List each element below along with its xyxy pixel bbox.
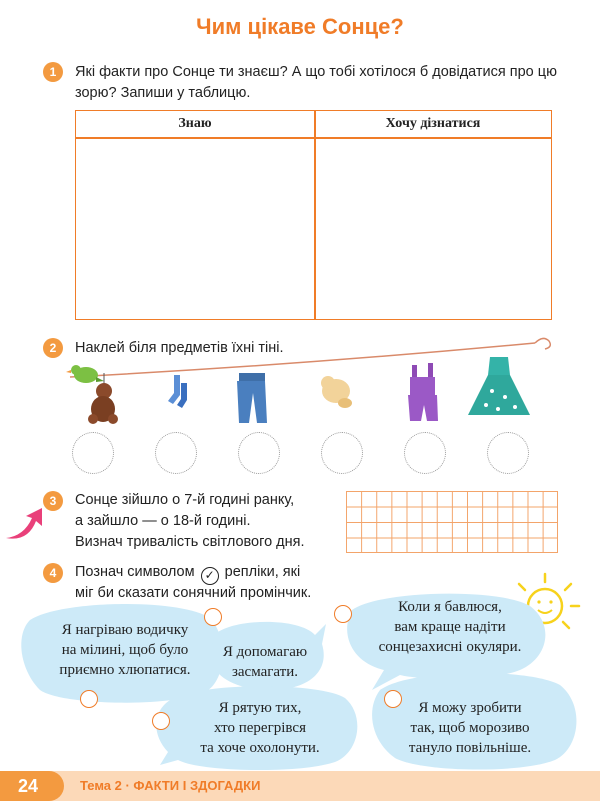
task-1-text: Які факти про Сонце ти знаєш? А що тобі хотілося б довідатися про цю зорю? Запиши у таблицю. — [75, 64, 557, 101]
task-number-4: 4 — [43, 563, 63, 583]
task-3-line-2: а зайшло — о 18-й годині. — [75, 513, 251, 529]
socks-icon — [168, 375, 187, 408]
bubble-1-text: Я нагріваю водичку на мілині, щоб було приємно хлюпатися. — [59, 622, 191, 678]
overalls-icon — [408, 363, 438, 421]
pink-arrow-icon — [2, 506, 48, 544]
page-title: Чим цікаве Сонце? — [196, 14, 404, 39]
shadow-sticker-spot[interactable] — [155, 432, 197, 474]
shadow-sticker-spot[interactable] — [404, 432, 446, 474]
toy-duck-icon — [321, 376, 352, 408]
table-header-want-to-know: Хочу дізнатися — [385, 116, 481, 131]
answer-checkbox-1[interactable] — [80, 690, 98, 708]
task-number-3: 3 — [43, 491, 63, 511]
shadow-sticker-spot[interactable] — [321, 432, 363, 474]
answer-checkbox-2[interactable] — [204, 608, 222, 626]
bubble-2-text: Я допомагаю засмагати. — [222, 644, 308, 680]
task-3-line-3: Визнач тривалість світлового дня. — [75, 534, 305, 550]
answer-checkbox-3[interactable] — [334, 605, 352, 623]
answer-grid[interactable] — [346, 491, 558, 553]
bubble-5-text: Я можу зробити так, щоб морозиво тануло повільніше. — [408, 700, 532, 756]
bird-icon — [66, 365, 104, 383]
task-2-text: Наклей біля предметів їхні тіні. — [75, 340, 284, 356]
task-3-line-1: Сонце зійшло о 7-й годині ранку, — [75, 492, 295, 508]
check-symbol-icon: ✓ — [201, 567, 219, 585]
footer-theme: Тема 2 · ФАКТИ І ЗДОГАДКИ — [80, 778, 261, 793]
shadow-sticker-spot[interactable] — [487, 432, 529, 474]
answer-checkbox-5[interactable] — [384, 690, 402, 708]
task-number-1: 1 — [43, 62, 63, 82]
facts-table — [75, 110, 552, 320]
answer-checkbox-4[interactable] — [152, 712, 170, 730]
bubble-4-text: Я рятую тих, хто перегрівся та хоче охолонути. — [200, 700, 320, 756]
dress-icon — [468, 357, 530, 415]
task-4-line-2: міг би сказати сонячний промінчик. — [75, 585, 312, 601]
task-4-line-1: Познач символом ✓ репліки, які — [75, 562, 300, 585]
page-footer — [0, 771, 600, 810]
table-header-know: Знаю — [178, 116, 212, 131]
clothesline-illustration — [0, 325, 600, 435]
shadow-sticker-spot[interactable] — [238, 432, 280, 474]
bubble-3-text: Коли я бавлюся, вам краще надіти сонцезахисні окуляри. — [378, 599, 522, 655]
page-number: 24 — [0, 771, 64, 801]
shadow-sticker-spot[interactable] — [72, 432, 114, 474]
task-number-2: 2 — [43, 338, 63, 358]
jeans-icon — [237, 373, 267, 423]
